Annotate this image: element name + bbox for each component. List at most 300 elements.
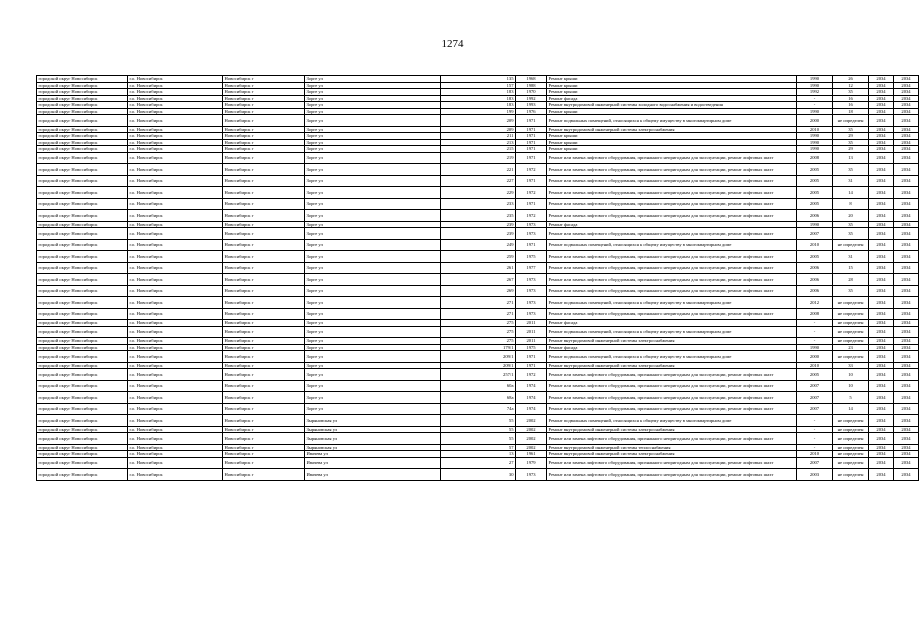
plan-end-cell: 2034 (894, 308, 919, 320)
settlement-cell: г.о. Новосибирск (128, 392, 223, 404)
street-cell: Зорге ул (305, 320, 441, 327)
house-number-cell: 227 (441, 175, 516, 187)
plan-start-cell: 2034 (869, 262, 894, 274)
work-type-cell: Ремонт крыши (547, 76, 797, 83)
settlement-cell: г.о. Новосибирск (128, 152, 223, 164)
build-year-cell: 1972 (516, 164, 547, 176)
municipality-cell: городской округ Новосибирск (37, 362, 128, 369)
wear-cell: не определен (833, 338, 869, 345)
settlement-cell: г.о. Новосибирск (128, 369, 223, 381)
settlement-cell: г.о. Новосибирск (128, 320, 223, 327)
municipality-cell: городской округ Новосибирск (37, 251, 128, 263)
street-cell: Зорге ул (305, 76, 441, 83)
house-number-cell: 209/1 (441, 362, 516, 369)
house-number-cell: 271 (441, 308, 516, 320)
wear-cell: 35 (833, 139, 869, 146)
plan-start-cell: 2034 (869, 362, 894, 369)
last-repair-year-cell: - (797, 433, 833, 445)
settlement-cell: г.о. Новосибирск (128, 326, 223, 338)
wear-cell: 23 (833, 344, 869, 351)
last-repair-year-cell: - (797, 95, 833, 102)
work-type-cell: Ремонт фасада (547, 221, 797, 228)
settlement-cell: г.о. Новосибирск (128, 344, 223, 351)
work-type-cell: Ремонт крыши (547, 89, 797, 96)
wear-cell: 33 (833, 362, 869, 369)
build-year-cell: 1973 (516, 274, 547, 286)
house-number-cell: 183 (441, 89, 516, 96)
plan-end-cell: 2034 (894, 392, 919, 404)
build-year-cell: 1971 (516, 152, 547, 164)
city-cell: Новосибирск г (223, 457, 305, 469)
last-repair-year-cell: 2010 (797, 451, 833, 458)
work-type-cell: Ремонт подвальных помещений, относящихся к общему имуществу в многоквартирном доме (547, 297, 797, 309)
municipality-cell: городской округ Новосибирск (37, 210, 128, 222)
last-repair-year-cell: 2007 (797, 228, 833, 240)
city-cell: Новосибирск г (223, 338, 305, 345)
house-number-cell: 60а (441, 380, 516, 392)
wear-cell: 35 (833, 285, 869, 297)
build-year-cell: 1979 (516, 457, 547, 469)
municipality-cell: городской округ Новосибирск (37, 285, 128, 297)
wear-cell: 29 (833, 146, 869, 153)
plan-start-cell: 2034 (869, 308, 894, 320)
wear-cell: не определен (833, 326, 869, 338)
last-repair-year-cell: 2007 (797, 380, 833, 392)
house-number-cell: 219 (441, 152, 516, 164)
city-cell: Новосибирск г (223, 285, 305, 297)
work-type-cell: Ремонт фасада (547, 320, 797, 327)
street-cell: Зорге ул (305, 146, 441, 153)
plan-end-cell: 2034 (894, 380, 919, 392)
house-number-cell: 209 (441, 126, 516, 133)
municipality-cell: городской округ Новосибирск (37, 133, 128, 140)
city-cell: Новосибирск г (223, 187, 305, 199)
table-body (37, 76, 919, 481)
settlement-cell: г.о. Новосибирск (128, 362, 223, 369)
wear-cell: 10 (833, 369, 869, 381)
wear-cell: 26 (833, 76, 869, 83)
house-number-cell: 13 (441, 451, 516, 458)
house-number-cell: 57 (441, 444, 516, 451)
build-year-cell: 1988 (516, 82, 547, 89)
settlement-cell: г.о. Новосибирск (128, 380, 223, 392)
wear-cell: не определен (833, 297, 869, 309)
plan-end-cell: 2034 (894, 262, 919, 274)
plan-end-cell: 2034 (894, 210, 919, 222)
house-number-cell: 157 (441, 82, 516, 89)
house-number-cell: 183 (441, 95, 516, 102)
wear-cell: не определен (833, 433, 869, 445)
plan-end-cell: 2034 (894, 102, 919, 109)
plan-start-cell: 2034 (869, 146, 894, 153)
plan-end-cell: 2034 (894, 187, 919, 199)
build-year-cell: 1973 (516, 221, 547, 228)
work-type-cell: Ремонт подвальных помещений, относящихся к общему имуществу в многоквартирном доме (547, 115, 797, 127)
municipality-cell: городской округ Новосибирск (37, 426, 128, 433)
street-cell: Зорге ул (305, 369, 441, 381)
city-cell: Новосибирск г (223, 175, 305, 187)
work-type-cell: Ремонт или замена лифтового оборудования, признанного непригодным для эксплуатации, ремонт лифтовых шахт (547, 198, 797, 210)
settlement-cell: г.о. Новосибирск (128, 89, 223, 96)
municipality-cell: городской округ Новосибирск (37, 403, 128, 415)
plan-start-cell: 2034 (869, 351, 894, 363)
build-year-cell: 1974 (516, 380, 547, 392)
street-cell: Зорге ул (305, 187, 441, 199)
house-number-cell: 27 (441, 457, 516, 469)
build-year-cell: 1992 (516, 95, 547, 102)
municipality-cell: городской округ Новосибирск (37, 126, 128, 133)
city-cell: Новосибирск г (223, 426, 305, 433)
last-repair-year-cell: - (797, 326, 833, 338)
table-row (37, 403, 919, 415)
last-repair-year-cell: 2000 (797, 115, 833, 127)
work-type-cell: Ремонт или замена лифтового оборудования, признанного непригодным для эксплуатации, ремонт лифтовых шахт (547, 262, 797, 274)
plan-start-cell: 2034 (869, 444, 894, 451)
settlement-cell: г.о. Новосибирск (128, 139, 223, 146)
municipality-cell: городской округ Новосибирск (37, 139, 128, 146)
street-cell: Зорге ул (305, 198, 441, 210)
city-cell: Новосибирск г (223, 139, 305, 146)
city-cell: Новосибирск г (223, 126, 305, 133)
plan-start-cell: 2034 (869, 126, 894, 133)
last-repair-year-cell: 1992 (797, 89, 833, 96)
work-type-cell: Ремонт подвальных помещений, относящихся к общему имуществу в многоквартирном доме (547, 239, 797, 251)
city-cell: Новосибирск г (223, 320, 305, 327)
build-year-cell: 1972 (516, 369, 547, 381)
settlement-cell: г.о. Новосибирск (128, 469, 223, 481)
work-type-cell: Ремонт или замена лифтового оборудования, признанного непригодным для эксплуатации, ремонт лифтовых шахт (547, 369, 797, 381)
settlement-cell: г.о. Новосибирск (128, 221, 223, 228)
wear-cell: 28 (833, 274, 869, 286)
settlement-cell: г.о. Новосибирск (128, 308, 223, 320)
wear-cell: 16 (833, 95, 869, 102)
city-cell: Новосибирск г (223, 95, 305, 102)
last-repair-year-cell: 2007 (797, 403, 833, 415)
street-cell: Зорге ул (305, 152, 441, 164)
settlement-cell: г.о. Новосибирск (128, 251, 223, 263)
work-type-cell: Ремонт или замена лифтового оборудования, признанного непригодным для эксплуатации, ремонт лифтовых шахт (547, 308, 797, 320)
page-number: 1274 (441, 38, 464, 50)
house-number-cell: 209 (441, 115, 516, 127)
last-repair-year-cell: - (797, 415, 833, 427)
build-year-cell: 1970 (516, 89, 547, 96)
table-row (37, 198, 919, 210)
build-year-cell: 2002 (516, 444, 547, 451)
street-cell: Зорге ул (305, 108, 441, 115)
street-cell: Зорге ул (305, 274, 441, 286)
wear-cell: 20 (833, 210, 869, 222)
street-cell: Зорге ул (305, 344, 441, 351)
wear-cell: 35 (833, 164, 869, 176)
plan-end-cell: 2034 (894, 108, 919, 115)
plan-start-cell: 2034 (869, 403, 894, 415)
municipality-cell: городской округ Новосибирск (37, 228, 128, 240)
plan-start-cell: 2034 (869, 451, 894, 458)
municipality-cell: городской округ Новосибирск (37, 221, 128, 228)
city-cell: Новосибирск г (223, 444, 305, 451)
house-number-cell: 211 (441, 133, 516, 140)
plan-end-cell: 2034 (894, 403, 919, 415)
street-cell: Зорге ул (305, 338, 441, 345)
work-type-cell: Ремонт подвальных помещений, относящихся к общему имуществу в многоквартирном доме (547, 326, 797, 338)
last-repair-year-cell: 2000 (797, 351, 833, 363)
table-row (37, 187, 919, 199)
work-type-cell: Ремонт или замена лифтового оборудования, признанного непригодным для эксплуатации, ремонт лифтовых шахт (547, 469, 797, 481)
street-cell: Зорге ул (305, 392, 441, 404)
last-repair-year-cell: 2005 (797, 251, 833, 263)
municipality-cell: городской округ Новосибирск (37, 320, 128, 327)
build-year-cell: 1973 (516, 285, 547, 297)
work-type-cell: Ремонт или замена лифтового оборудования, признанного непригодным для эксплуатации, ремонт лифтовых шахт (547, 210, 797, 222)
city-cell: Новосибирск г (223, 297, 305, 309)
settlement-cell: г.о. Новосибирск (128, 82, 223, 89)
plan-end-cell: 2034 (894, 426, 919, 433)
municipality-cell: городской округ Новосибирск (37, 297, 128, 309)
settlement-cell: г.о. Новосибирск (128, 403, 223, 415)
work-type-cell: Ремонт или замена лифтового оборудования, признанного непригодным для эксплуатации, ремонт лифтовых шахт (547, 285, 797, 297)
plan-start-cell: 2034 (869, 297, 894, 309)
municipality-cell: городской округ Новосибирск (37, 89, 128, 96)
house-number-cell: 221 (441, 164, 516, 176)
work-type-cell: Ремонт или замена лифтового оборудования, признанного непригодным для эксплуатации, ремонт лифтовых шахт (547, 164, 797, 176)
build-year-cell: 1973 (516, 228, 547, 240)
work-type-cell: Ремонт или замена лифтового оборудования, признанного непригодным для эксплуатации, ремонт лифтовых шахт (547, 380, 797, 392)
plan-start-cell: 2034 (869, 102, 894, 109)
settlement-cell: г.о. Новосибирск (128, 126, 223, 133)
table-row (37, 469, 919, 481)
municipality-cell: городской округ Новосибирск (37, 369, 128, 381)
municipality-cell: городской округ Новосибирск (37, 152, 128, 164)
last-repair-year-cell: 2005 (797, 164, 833, 176)
table-row (37, 285, 919, 297)
plan-end-cell: 2034 (894, 351, 919, 363)
street-cell: Зыряновская ул (305, 444, 441, 451)
city-cell: Новосибирск г (223, 351, 305, 363)
municipality-cell: городской округ Новосибирск (37, 308, 128, 320)
municipality-cell: городской округ Новосибирск (37, 351, 128, 363)
work-type-cell: Ремонт или замена лифтового оборудования, признанного непригодным для эксплуатации, ремонт лифтовых шахт (547, 251, 797, 263)
settlement-cell: г.о. Новосибирск (128, 274, 223, 286)
work-type-cell: Ремонт крыши (547, 82, 797, 89)
last-repair-year-cell: 1990 (797, 82, 833, 89)
city-cell: Новосибирск г (223, 451, 305, 458)
build-year-cell: 1976 (516, 108, 547, 115)
city-cell: Новосибирск г (223, 415, 305, 427)
last-repair-year-cell: 1990 (797, 108, 833, 115)
plan-start-cell: 2034 (869, 95, 894, 102)
build-year-cell: 1973 (516, 469, 547, 481)
city-cell: Новосибирск г (223, 102, 305, 109)
wear-cell: 35 (833, 228, 869, 240)
settlement-cell: г.о. Новосибирск (128, 457, 223, 469)
last-repair-year-cell: 2006 (797, 285, 833, 297)
street-cell: Зорге ул (305, 285, 441, 297)
last-repair-year-cell: 2010 (797, 126, 833, 133)
work-type-cell: Ремонт или замена лифтового оборудования, признанного непригодным для эксплуатации, ремонт лифтовых шахт (547, 392, 797, 404)
municipality-cell: городской округ Новосибирск (37, 274, 128, 286)
plan-start-cell: 2034 (869, 187, 894, 199)
table-row (37, 392, 919, 404)
build-year-cell: 1973 (516, 308, 547, 320)
wear-cell: 16 (833, 102, 869, 109)
last-repair-year-cell: - (797, 444, 833, 451)
street-cell: Зорге ул (305, 164, 441, 176)
last-repair-year-cell: 1990 (797, 344, 833, 351)
last-repair-year-cell: 2005 (797, 198, 833, 210)
city-cell: Новосибирск г (223, 369, 305, 381)
settlement-cell: г.о. Новосибирск (128, 175, 223, 187)
plan-end-cell: 2034 (894, 115, 919, 127)
house-number-cell: 183 (441, 102, 516, 109)
city-cell: Новосибирск г (223, 133, 305, 140)
wear-cell: 13 (833, 152, 869, 164)
wear-cell: 10 (833, 380, 869, 392)
house-number-cell: 257/1 (441, 369, 516, 381)
plan-start-cell: 2034 (869, 139, 894, 146)
build-year-cell: 1971 (516, 115, 547, 127)
municipality-cell: городской округ Новосибирск (37, 95, 128, 102)
municipality-cell: городской округ Новосибирск (37, 108, 128, 115)
table-row (37, 239, 919, 251)
wear-cell: не определен (833, 308, 869, 320)
plan-start-cell: 2034 (869, 239, 894, 251)
work-type-cell: Ремонт внутридомовой инженерной системы электроснабжения (547, 426, 797, 433)
plan-end-cell: 2034 (894, 139, 919, 146)
plan-start-cell: 2034 (869, 228, 894, 240)
wear-cell: 35 (833, 221, 869, 228)
city-cell: Новосибирск г (223, 403, 305, 415)
house-number-cell: 275 (441, 338, 516, 345)
city-cell: Новосибирск г (223, 274, 305, 286)
municipality-cell: городской округ Новосибирск (37, 164, 128, 176)
city-cell: Новосибирск г (223, 392, 305, 404)
house-number-cell: 269 (441, 285, 516, 297)
last-repair-year-cell: 2012 (797, 297, 833, 309)
work-type-cell: Ремонт или замена лифтового оборудования, признанного непригодным для эксплуатации, ремонт лифтовых шахт (547, 403, 797, 415)
wear-cell: 31 (833, 251, 869, 263)
last-repair-year-cell: 2006 (797, 274, 833, 286)
settlement-cell: г.о. Новосибирск (128, 164, 223, 176)
street-cell: Зыряновская ул (305, 415, 441, 427)
city-cell: Новосибирск г (223, 433, 305, 445)
last-repair-year-cell: 2005 (797, 175, 833, 187)
work-type-cell: Ремонт или замена лифтового оборудования, признанного непригодным для эксплуатации, ремонт лифтовых шахт (547, 457, 797, 469)
street-cell: Зорге ул (305, 403, 441, 415)
municipality-cell: городской округ Новосибирск (37, 82, 128, 89)
house-number-cell: 259 (441, 251, 516, 263)
build-year-cell: 1971 (516, 198, 547, 210)
table-row (37, 228, 919, 240)
street-cell: Зорге ул (305, 380, 441, 392)
wear-cell: не определен (833, 351, 869, 363)
table-row (37, 210, 919, 222)
work-type-cell: Ремонт подвальных помещений, относящихся к общему имуществу в многоквартирном доме (547, 351, 797, 363)
street-cell: Зорге ул (305, 210, 441, 222)
house-number-cell: 209/1 (441, 351, 516, 363)
city-cell: Новосибирск г (223, 210, 305, 222)
last-repair-year-cell: - (797, 426, 833, 433)
last-repair-year-cell: 1990 (797, 133, 833, 140)
settlement-cell: г.о. Новосибирск (128, 239, 223, 251)
city-cell: Новосибирск г (223, 108, 305, 115)
wear-cell: 12 (833, 82, 869, 89)
plan-end-cell: 2034 (894, 89, 919, 96)
last-repair-year-cell: 2003 (797, 469, 833, 481)
house-number-cell: 249 (441, 239, 516, 251)
settlement-cell: г.о. Новосибирск (128, 102, 223, 109)
build-year-cell: 2011 (516, 338, 547, 345)
last-repair-year-cell: 2010 (797, 239, 833, 251)
house-number-cell: 275 (441, 326, 516, 338)
municipality-cell: городской округ Новосибирск (37, 187, 128, 199)
table-row (37, 326, 919, 338)
street-cell: Зорге ул (305, 139, 441, 146)
work-type-cell: Ремонт крыши (547, 108, 797, 115)
street-cell: Зорге ул (305, 95, 441, 102)
municipality-cell: городской округ Новосибирск (37, 115, 128, 127)
table-row (37, 251, 919, 263)
plan-end-cell: 2034 (894, 82, 919, 89)
table-row (37, 297, 919, 309)
municipality-cell: городской округ Новосибирск (37, 198, 128, 210)
last-repair-year-cell: 2008 (797, 152, 833, 164)
house-number-cell: 74а (441, 403, 516, 415)
wear-cell: не определен (833, 320, 869, 327)
city-cell: Новосибирск г (223, 262, 305, 274)
work-type-cell: Ремонт крыши (547, 133, 797, 140)
plan-end-cell: 2034 (894, 297, 919, 309)
house-number-cell: 229 (441, 187, 516, 199)
table-row (37, 152, 919, 164)
plan-end-cell: 2034 (894, 457, 919, 469)
plan-end-cell: 2034 (894, 146, 919, 153)
plan-end-cell: 2034 (894, 326, 919, 338)
house-number-cell: 261 (441, 262, 516, 274)
plan-end-cell: 2034 (894, 95, 919, 102)
plan-start-cell: 2034 (869, 82, 894, 89)
house-number-cell: 199 (441, 108, 516, 115)
plan-end-cell: 2034 (894, 164, 919, 176)
house-number-cell: 55 (441, 426, 516, 433)
build-year-cell: 1971 (516, 146, 547, 153)
table-row (37, 175, 919, 187)
wear-cell: 8 (833, 198, 869, 210)
wear-cell: не определен (833, 415, 869, 427)
plan-end-cell: 2034 (894, 175, 919, 187)
build-year-cell: 2002 (516, 433, 547, 445)
repair-schedule-table (36, 75, 919, 481)
city-cell: Новосибирск г (223, 89, 305, 96)
street-cell: Зорге ул (305, 351, 441, 363)
plan-start-cell: 2034 (869, 285, 894, 297)
street-cell: Зыряновская ул (305, 426, 441, 433)
plan-start-cell: 2034 (869, 433, 894, 445)
last-repair-year-cell: 1990 (797, 146, 833, 153)
build-year-cell: 1993 (516, 102, 547, 109)
table-row (37, 457, 919, 469)
settlement-cell: г.о. Новосибирск (128, 444, 223, 451)
municipality-cell: городской округ Новосибирск (37, 146, 128, 153)
plan-end-cell: 2034 (894, 285, 919, 297)
municipality-cell: городской округ Новосибирск (37, 326, 128, 338)
work-type-cell: Ремонт крыши (547, 139, 797, 146)
settlement-cell: г.о. Новосибирск (128, 198, 223, 210)
street-cell: Зорге ул (305, 297, 441, 309)
table-row (37, 369, 919, 381)
build-year-cell: 1977 (516, 262, 547, 274)
wear-cell: 18 (833, 108, 869, 115)
settlement-cell: г.о. Новосибирск (128, 228, 223, 240)
